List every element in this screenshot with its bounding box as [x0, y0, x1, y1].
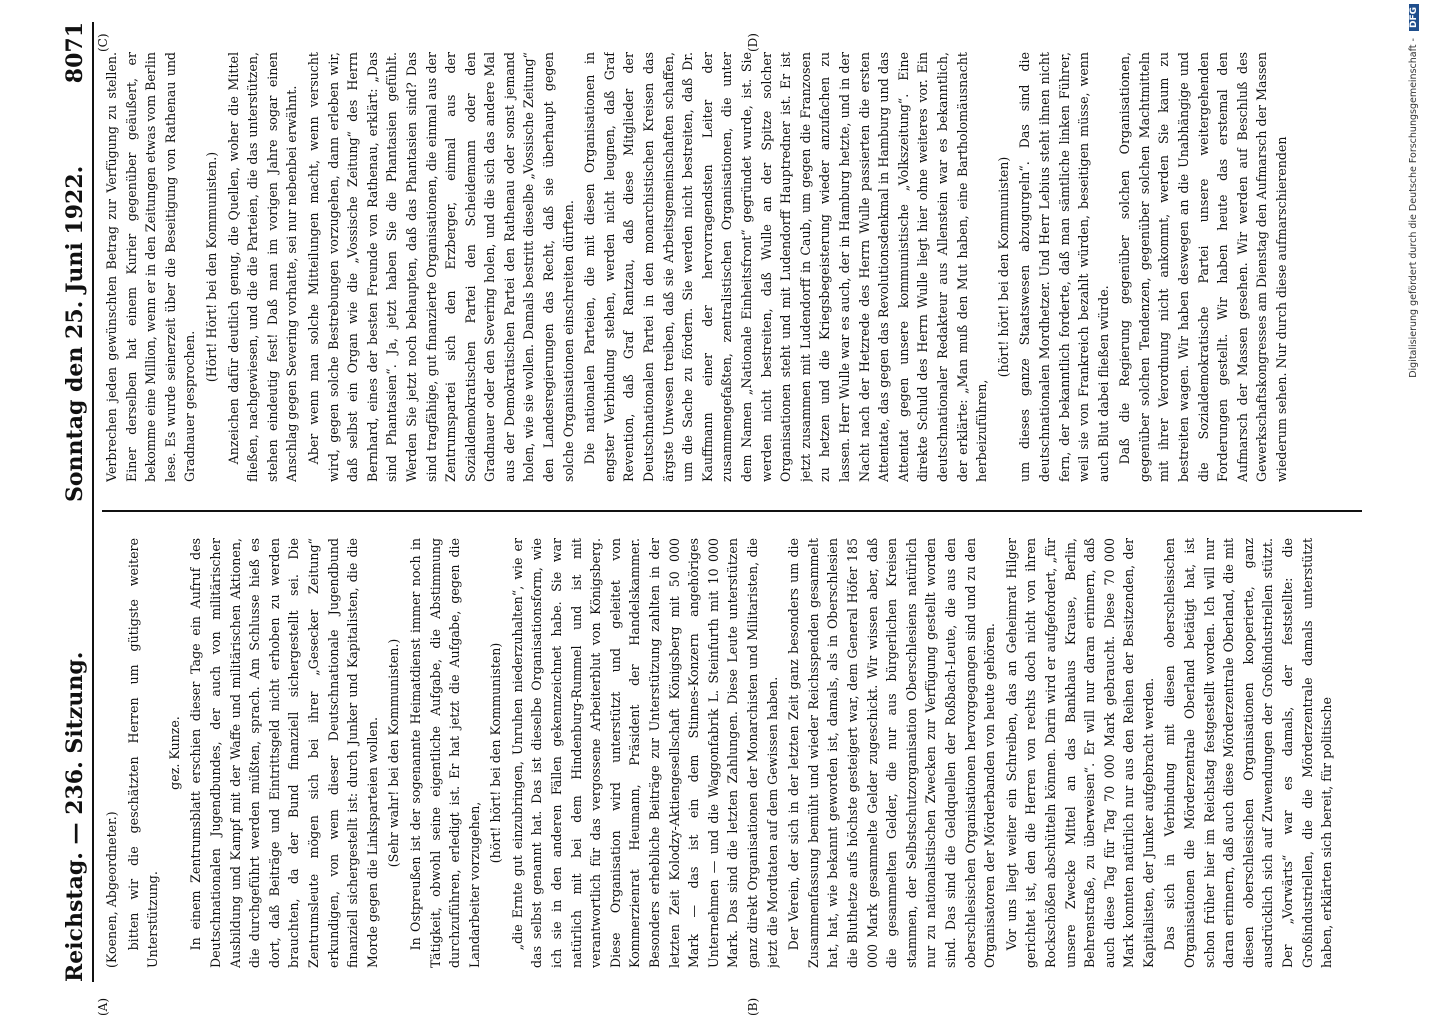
column-divider	[102, 510, 1362, 512]
header-session: Reichstag. — 236. Sitzung.	[62, 651, 88, 982]
paragraph: Der Verein, der sich in der letzten Zeit ganz besonders um die Zusammenfassung bemüht und wieder Reichsspenden gesammelt hat, hat, wie bekannt geworden ist, damals, als in Oberschlesien die Bluthetze aufs höchste gesteigert war, dem General Höfer 185 000 Mark gesammelte Gelder zugeschickt. Wir wissen aber, daß die gesammelten Gelder, die nur aus bürgerlichen Kreisen stammen, der Selbstschutzorganisation Oberschlesiens natürlich nur zu nationalistischen Zwecken zur Verfügung gestellt worden sind. Das sind die Geldquellen der Roßbach-Leute, die aus den oberschlesischen Organisationen hervorgegangen sind und zu den Organisatoren der Mörderbanden von heute gehören.	[786, 538, 998, 968]
paragraph: Das sich in Verbindung mit diesen oberschlesischen Organisationen die Mörderzentrale Oberland betätigt hat, ist schon früher hier im Reichstag festgestellt worden. Ich will nur daran erinnern, daß auch diese Mörderzentrale Oberland, die mit diesen oberschlesischen Organisationen kooperierte, ganz ausdrücklich sich auf Zuwendungen der Großindustriellen stützt. Der „Vorwärts“ war es damals, der feststellte: die Großindustriellen, die die Mörderzentrale damals unterstützt haben, erklärten sich bereit, für politische	[1162, 538, 1335, 968]
paragraph: (Sehr wahr! bei den Kommunisten.)	[386, 638, 402, 868]
paragraph: bitten wir die geschätzten Herren um gütigste weitere Unterstützung.	[125, 538, 161, 968]
paragraph: Daß die Regierung gegenüber solchen Organisationen, gegenüber solchen Tendenzen, gegenüber solchen Machtmitteln mit ihrer Verordnung nicht ankommt, werden Sie kaum zu bestreiten wagen. Wir haben deswegen an die Unabhängige und die Sozialdemokratische Partei unsere weitergehenden Forderungen gestellt. Wir haben heute das erstemal den Aufmarsch der Massen gesehen. Wir werden auf Beschluß des Gewerkschaftskongresses am Dienstag den Aufmarsch der Massen wiederum sehen. Nur durch diese aufmarschierenden	[1117, 52, 1290, 482]
paragraph: gez. Kunze.	[166, 716, 182, 790]
document-page	[56, 22, 1376, 1016]
margin-marker-a: (A)	[96, 997, 110, 1016]
paragraph: Die nationalen Parteien, die mit diesen Organisationen in engster Verbindung stehen, werden nicht leugnen, daß Graf Revention, daß Graf Rantzau, daß diese Mitglieder der Deutschnationalen Partei in den monarchistischen Kreisen das ärgste Unwesen treiben, daß sie Arbeitsgemeinschaften schaffen, um die Sache zu fördern. Sie werden nicht bestreiten, daß Dr. Kauffmann einer der hervorragendsten Leiter der zusammengefaßten, zentralistischen Organisationen, die unter dem Namen „Nationale Einheitsfront“ gegründet wurde, ist. Sie werden nicht bestreiten, daß Wulle an der Spitze solcher Organisationen steht und mit Ludendorff Hauptredner ist. Er ist jetzt zusammen mit Ludendorff in Caub, um gegen die Franzosen zu hetzen und die Kriegsbegeisterung wieder anzufachen zu lassen. Herr Wulle war es auch, der in Hamburg hetzte, und in der Nacht nach der Hetzrede des Herrn Wulle passierten die ersten Attentate, das gegen das Revolutionsdenkmal in Hamburg und das Attentat gegen unsere kommunistische „Volkszeitung“. Eine direkte Schuld des Herrn Wulle liegt hier ohne weiteres vor. Ein deutschnationaler Redakteur aus Allenstein war es bekanntlich, der erklärte: „Man muß den Mut haben, eine Bartholomäusnacht herbeizuführen,	[582, 52, 990, 482]
paragraph: (hört! hört! bei den Kommunisten)	[488, 642, 504, 864]
margin-marker-d: (D)	[746, 33, 760, 52]
paragraph: um dieses ganze Staatswesen abzugurgeln“. Das sind die deutschnationalen Mordhetzer. Und Herr Lebius steht ihnen nicht fern, der bekanntlich forderte, daß man sämtliche linken Führer, weil sie von Frankreich bezahlt würden, beseitigen müsse, wenn auch Blut dabei fließen würde.	[1017, 52, 1111, 482]
paragraph: (Koenen, Abgeordneter.)	[104, 811, 119, 968]
paragraph: Vor uns liegt weiter ein Schreiben, das an Geheimrat Hilger gerichtet ist, den die Herren von rechts doch nicht von ihren Rockschößen abschütteln können. Darin wird er aufgefordert, „für unsere Zwecke Mittel an das Bankhaus Krause, Berlin, Behrenstraße, zu überweisen“. Er will nur daran erinnern, daß auch diese Tag für Tag 70 000 Mark gebraucht. Diese 70 000 Mark konnten natürlich nur aus den Reihen der Besitzenden, der Kapitalisten, der Junker aufgebracht werden.	[1003, 538, 1156, 968]
credit-text: Digitalisierung gefördert durch die Deutsche Forschungsgemeinschaft -	[1408, 38, 1419, 378]
paragraph: Verbrechen jeden gewünschten Betrag zur Verfügung zu stellen. Einer derselben hat einem Kurier gegenüber geäußert, er bekomme eine Million, wenn er in den Zeitungen etwas vom Berlin lese. Es wurde seinerzeit über die Beseitigung von Rathenau und Gradnauer gesprochen.	[104, 52, 198, 482]
left-text-column	[102, 538, 1372, 968]
margin-marker-b: (B)	[746, 997, 760, 1016]
header-date: Sonntag den 25. Juni 1922.	[62, 165, 88, 502]
paragraph: „die Ernte gut einzubringen, Unruhen niederzuhalten“, wie er das selbst genannt hat. Das ist dieselbe Organisationsform, wie ich sie in den anderen Fällen gekennzeichnet habe. Sie war natürlich mit bei dem Hindenburg-Rummel und ist mit verantwortlich für das vergossene Arbeiterblut von Königsberg. Diese Organisation wird unterstützt und geleitet von Kommerzienrat Heumann, Präsident der Handelskammer. Besonders erhebliche Beiträge zur Unterstützung zahlten in der letzten Zeit Kolodzy-Aktiengesellschaft Königsberg mit 50 000 Mark — das ist ein dem Stinnes-Konzern angehöriges Unternehmen — und die Waggonfabrik L. Steinfurth mit 10 000 Mark. Das sind die letzten Zahlungen. Diese Leute unterstützen ganz direkt Organisationen der Monarchisten und Militaristen, die jetzt die Mordtaten auf dem Gewissen haben.	[509, 538, 780, 968]
paragraph: Anzeichen dafür deutlich genug, die Quellen, woher die Mittel fließen, nachgewiesen, und die die Parteien, die das unterstützen, stehen eindeutig fest! Daß man im vorigen Jahre sogar einen Anschlag gegen Severing vorhatte, sei nur nebenbei erwähnt.	[225, 52, 300, 482]
paragraph: (hört! hört! bei den Kommunisten)	[995, 156, 1011, 378]
paragraph: In Ostpreußen ist der sogenannte Heimatdienst immer noch in Tätigkeit, obwohl seine eigentliche Aufgabe, die Abstimmung durchzuführen, erledigt ist. Er hat jetzt die Aufgabe, gegen die Landarbeiter vorzugehen,	[407, 538, 482, 968]
dfg-logo: DFG	[1409, 4, 1419, 31]
page-header	[56, 22, 94, 982]
digitization-credit	[1408, 4, 1432, 996]
paragraph: (Hört! Hört! bei den Kommunisten.)	[203, 151, 219, 383]
paragraph: In einem Zentrumsblatt erschien dieser Tage ein Aufruf des Deutschnationalen Jugendbundes, der auch von militärischer Ausbildung und Kampf mit der Waffe und militärischen Aktionen, die durchgeführt werden müßten, sprach. Am Schlusse hieß es dort, daß Beiträge und Eintrittsgeld nicht erhoben zu werden brauchten, da der Bund finanziell sichergestellt sei. Die Zentrumsleute mögen sich bei ihrer „Gesecker Zeitung“ erkundigen, von wem dieser Deutschnationale Jugendbund finanziell sichergestellt ist: durch Junker und Kapitalisten, die die Morde gegen die Linksparteien wollen.	[188, 538, 380, 968]
header-page-number: 8071	[62, 22, 88, 84]
right-text-column	[102, 52, 1372, 482]
margin-marker-c: (C)	[96, 33, 110, 52]
paragraph: Aber wenn man solche Mitteilungen macht, wenn versucht wird, gegen solche Bestrebungen vorzugehen, dann erleben wir, daß selbst ein Organ wie die „Vossische Zeitung“ des Herrn Bernhard, eines der besten Freunde von Rathenau, erklärt: „Das sind Phantasien“. Ja, jetzt haben Sie die Phantasien gefühlt. Werden Sie jetzt noch behaupten, daß das Phantasien sind? Das sind tragfähige, gut finanzierte Organisationen, die einmal aus der Zentrumspartei sich den Erzberger, einmal aus der Sozialdemokratischen Partei den Scheidemann oder den Gradnauer oder den Severing holen, und die sich das andere Mal aus der Demokratischen Partei den Rathenau oder sonst jemand holen, wie sie wollen. Damals bestritt dieselbe „Vossische Zeitung“ den Landesregierungen das Recht, daß sie überhaupt gegen solche Organisationen einschreiten dürften.	[305, 52, 576, 482]
